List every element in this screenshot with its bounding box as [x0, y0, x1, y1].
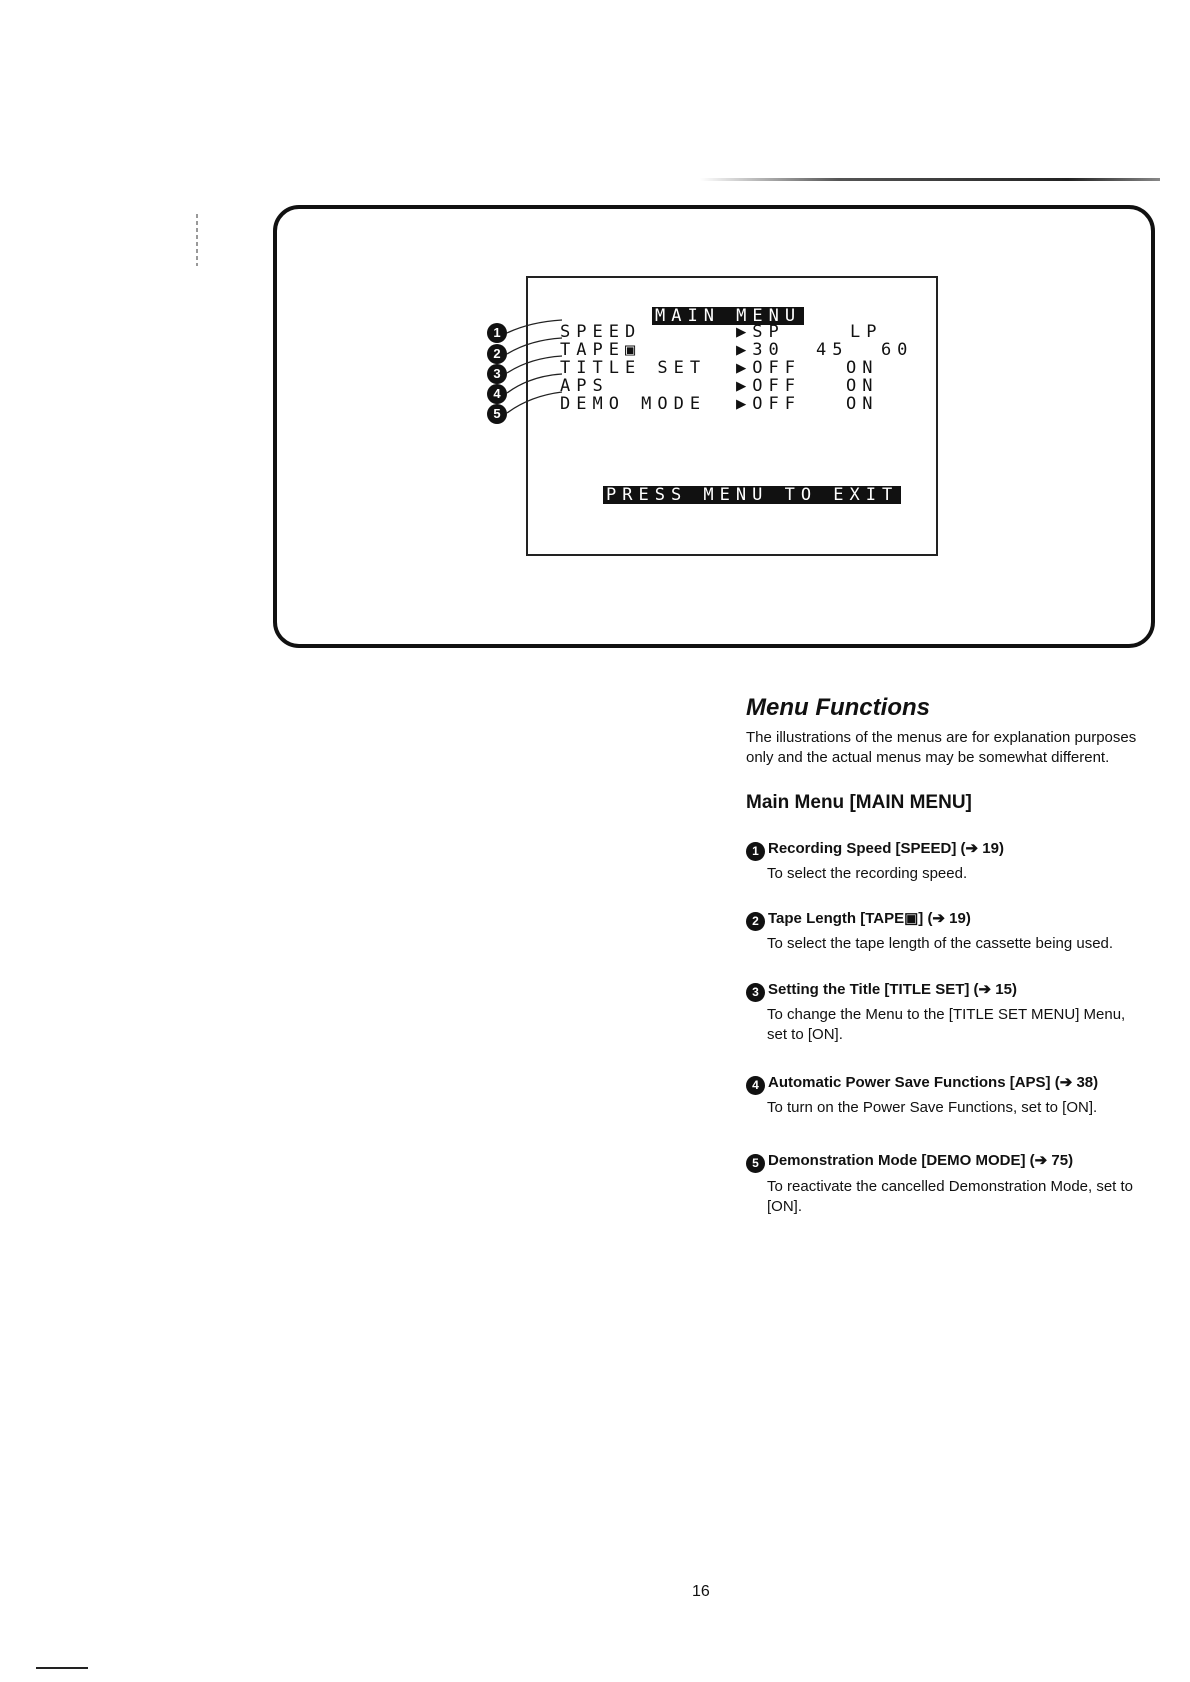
- function-item-desc: To reactivate the cancelled Demonstration Mode, set to [ON].: [767, 1178, 1134, 1215]
- function-item-desc: To select the recording speed.: [767, 865, 968, 882]
- osd-row-label: TAPE▣: [560, 340, 642, 360]
- section-heading: Menu Functions: [746, 694, 930, 721]
- osd-row-label: APS: [560, 376, 609, 396]
- osd-row-option: LP: [850, 322, 883, 342]
- page-number: 16: [692, 1583, 710, 1600]
- osd-row-label: TITLE SET: [560, 358, 707, 378]
- function-title-text: Tape Length [TAPE▣] (➔ 19): [768, 910, 971, 927]
- section-intro: The illustrations of the menus are for explanation purposes only and the actual menus may be somewhat different.: [746, 729, 1137, 766]
- footer-rule: [36, 1667, 88, 1669]
- osd-title: MAIN MENU: [652, 307, 804, 325]
- marker-4-icon: 4: [746, 1076, 765, 1095]
- function-title-text: Demonstration Mode [DEMO MODE] (➔ 75): [768, 1152, 1074, 1169]
- osd-row-option: ON: [846, 394, 879, 414]
- marker-4-icon: 4: [487, 384, 507, 404]
- function-item-title: [746, 1073, 1156, 1095]
- function-title-text: Automatic Power Save Functions [APS] (➔ 38): [768, 1074, 1099, 1091]
- function-item-title: [746, 839, 1156, 861]
- marker-1-icon: 1: [746, 842, 765, 861]
- osd-row-option: 45 60: [816, 340, 914, 360]
- marker-3-icon: 3: [487, 364, 507, 384]
- osd-exit-banner: PRESS MENU TO EXIT: [603, 486, 901, 504]
- function-item-desc: To turn on the Power Save Functions, set to [ON].: [767, 1099, 1098, 1116]
- function-title-text: Recording Speed [SPEED] (➔ 19): [768, 840, 1004, 857]
- osd-row-option: ON: [846, 376, 879, 396]
- osd-row-value: ▶30: [736, 340, 785, 360]
- function-item-desc: To change the Menu to the [TITLE SET MENU] Menu, set to [ON].: [767, 1006, 1126, 1043]
- osd-row-label: SPEED: [560, 322, 642, 342]
- osd-row-value: ▶SP: [736, 322, 785, 342]
- marker-2-icon: 2: [487, 344, 507, 364]
- marker-1-icon: 1: [487, 323, 507, 343]
- osd-row-option: ON: [846, 358, 879, 378]
- main-menu-subheading: Main Menu [MAIN MENU]: [746, 792, 972, 813]
- osd-row-value: ▶OFF: [736, 376, 801, 396]
- osd-row-value: ▶OFF: [736, 394, 801, 414]
- function-item-title: [746, 909, 1156, 931]
- osd-row-value: ▶OFF: [736, 358, 801, 378]
- osd-row-label: DEMO MODE: [560, 394, 707, 414]
- function-title-text: Setting the Title [TITLE SET] (➔ 15): [768, 981, 1017, 998]
- marker-3-icon: 3: [746, 983, 765, 1002]
- marker-2-icon: 2: [746, 912, 765, 931]
- function-item-title: [746, 980, 1156, 1002]
- marker-5-icon: 5: [487, 404, 507, 424]
- function-item-desc: To select the tape length of the cassette being used.: [767, 935, 1114, 952]
- function-item-title: [746, 1151, 1156, 1173]
- marker-5-icon: 5: [746, 1154, 765, 1173]
